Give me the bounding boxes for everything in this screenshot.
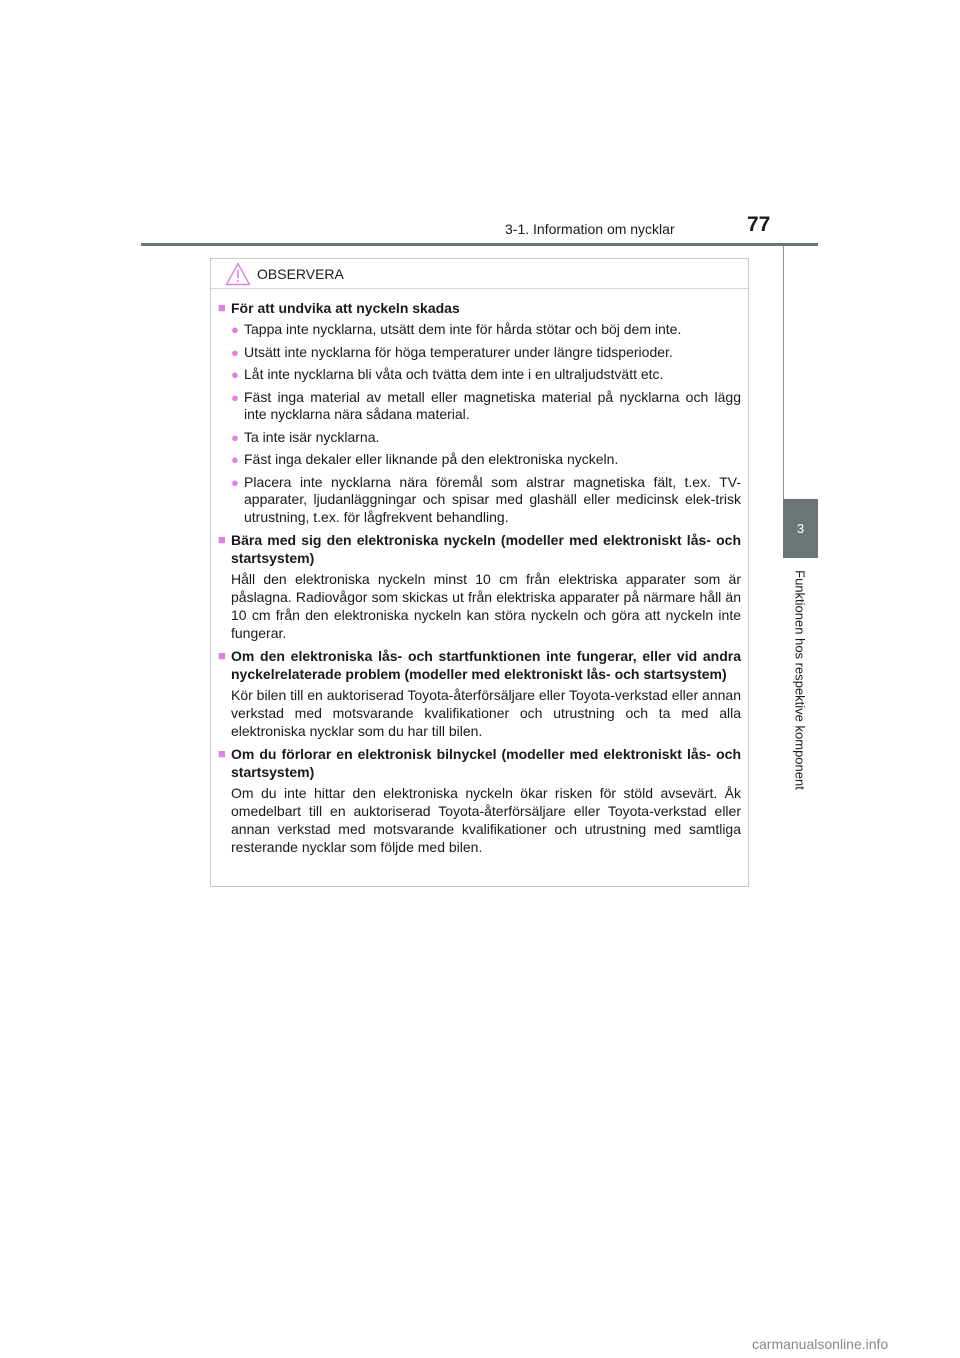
caution-section <box>218 299 741 526</box>
list-item: ● Låt inte nycklarna bli våta och tvätta dem inte i en ultraljudstvätt etc. <box>231 366 664 382</box>
caution-section <box>218 647 741 740</box>
bullet-icon: ● <box>231 344 239 360</box>
caution-box <box>210 258 749 887</box>
caution-label: OBSERVERA <box>257 265 344 282</box>
section-title: Bära med sig den elektroniska nyckeln (modeller med elektroniskt lås- och startsystem) <box>231 532 741 566</box>
list-item: ● Tappa inte nycklarna, utsätt dem inte för hårda stötar och böj dem inte. <box>231 321 682 337</box>
list-item: ● Placera inte nycklarna nära föremål som alstrar magnetiska fält, t.ex. TV-apparater, ljudanläggningar och spisar med glashäll eller medicinsk elek-trisk utrustning, t.ex. för lågfrekvent behandling. <box>231 473 741 525</box>
section-marker-icon: ■ <box>218 532 226 547</box>
caution-section <box>218 531 741 642</box>
section-title: Om du förlorar en elektronisk bilnyckel (modeller med elektroniskt lås- och startsystem) <box>231 746 741 780</box>
warning-triangle-icon <box>225 262 251 286</box>
watermark: carmanualsonline.info <box>752 1336 889 1352</box>
header-divider <box>141 243 818 246</box>
bullet-icon: ● <box>231 452 239 467</box>
bullet-icon: ● <box>231 322 239 337</box>
section-text: Kör bilen till en auktoriserad Toyota-återförsäljare eller Toyota-verkstad eller annan verkstad med motsvarande kvalifikationer och utrustning och ta med alla elektroniska nycklar som du har till bilen. <box>231 687 741 739</box>
list-item: ● Fäst inga dekaler eller liknande på den elektroniska nyckeln. <box>231 451 619 467</box>
bullet-icon: ● <box>231 389 239 405</box>
section-marker-icon: ■ <box>218 300 226 315</box>
chapter-title: Funktionen hos respektive komponent <box>792 570 808 790</box>
list-item: ● Utsätt inte nycklarna för höga temperaturer under längre tidsperioder. <box>231 343 673 360</box>
section-text: Håll den elektroniska nyckeln minst 10 cm från elektriska apparater som är påslagna. Radiovågor som skickas ut från elektriska apparater på närmare håll än 10 cm från den elektroniska nyckeln kan störa nyckeln och göra att nyckeln inte fungerar. <box>231 571 741 641</box>
section-title: För att undvika att nyckeln skadas <box>231 300 460 316</box>
section-title: Om den elektroniska lås- och startfunktionen inte fungerar, eller vid andra nyckelrelaterade problem (modeller med elektroniskt lås- och startsystem) <box>231 648 741 682</box>
caution-body <box>211 289 748 856</box>
bullet-icon: ● <box>231 429 239 445</box>
page-number: 77 <box>747 213 771 236</box>
caution-section <box>218 745 741 856</box>
section-marker-icon: ■ <box>218 648 226 663</box>
list-item: ● Ta inte isär nycklarna. <box>231 428 380 445</box>
section-text: Om du inte hittar den elektroniska nyckeln ökar risken för stöld avsevärt. Åk omedelbart till en auktoriserad Toyota-återförsäljare eller Toyota-verkstad eller annan verkstad med motsvarande kvalifikationer och utrustning med samtliga resterande nycklar som följde med bilen. <box>231 785 741 855</box>
bullet-icon: ● <box>231 367 239 382</box>
bullet-icon: ● <box>231 474 239 490</box>
section-title: 3-1. Information om nycklar <box>505 221 675 237</box>
section-marker-icon: ■ <box>218 746 226 761</box>
list-item: ● Fäst inga material av metall eller magnetiska material på nycklarna och lägg inte nycklarna nära sådana material. <box>231 388 741 422</box>
caution-header <box>211 259 748 289</box>
chapter-tab: 3 <box>783 499 818 558</box>
side-tab-rail <box>783 246 819 499</box>
